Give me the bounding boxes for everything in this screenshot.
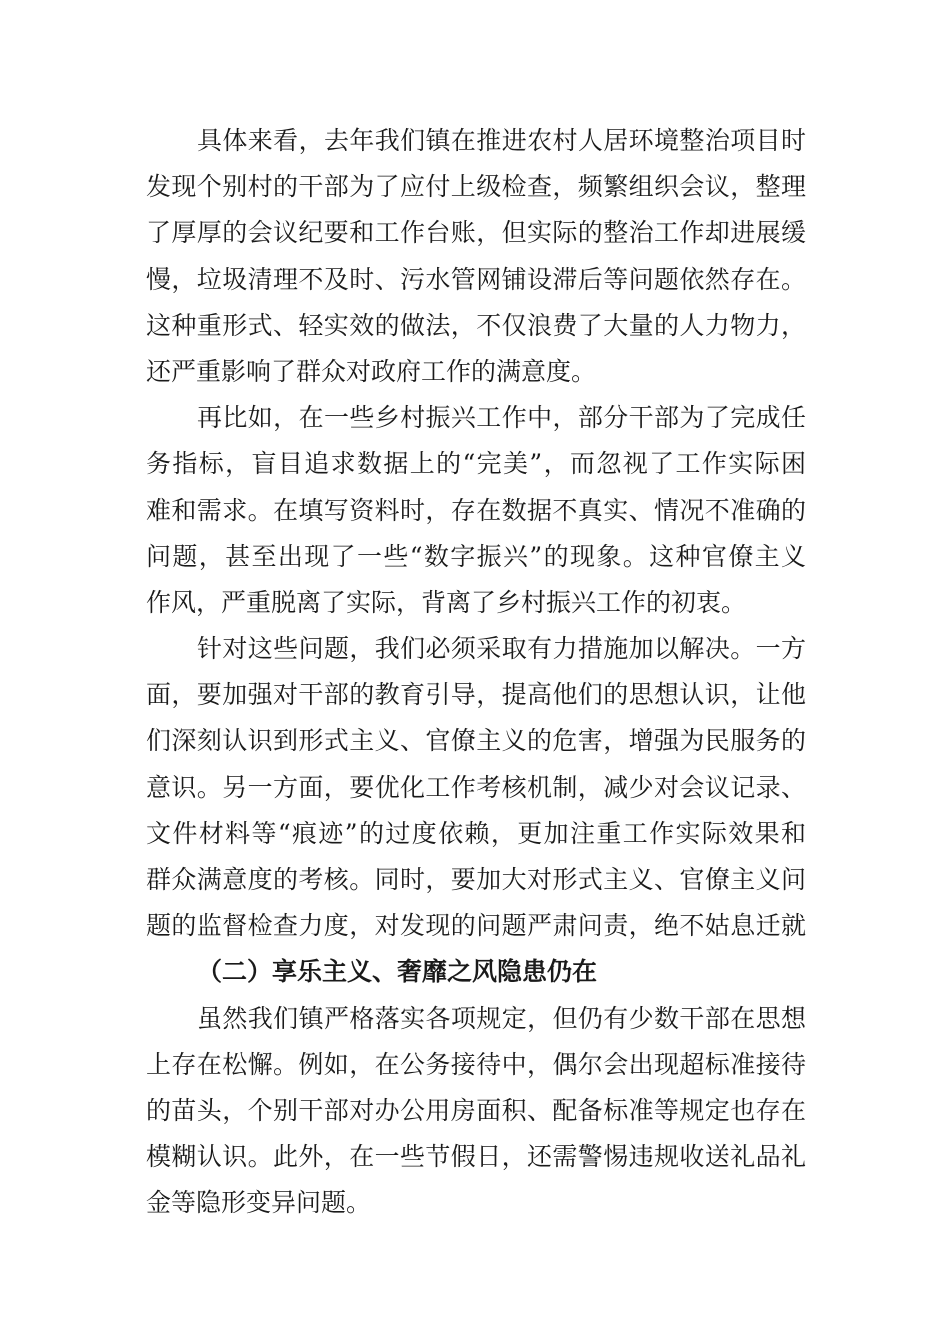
section-heading: （二）享乐主义、奢靡之风隐患仍在 xyxy=(197,957,598,987)
paragraph-line: 金等隐形变异问题。 xyxy=(146,1188,372,1218)
paragraph-line: 文件材料等“痕迹”的过度依赖，更加注重工作实际效果和 xyxy=(146,818,806,848)
paragraph-line: 们深刻认识到形式主义、官僚主义的危害，增强为民服务的 xyxy=(146,726,806,756)
paragraph-line: 群众满意度的考核。同时，要加大对形式主义、官僚主义问 xyxy=(146,865,806,894)
paragraph-line: 的苗头，个别干部对办公用房面积、配备标准等规定也存在 xyxy=(146,1095,806,1125)
paragraph-line: 模糊认识。此外，在一些节假日，还需警惕违规收送礼品礼 xyxy=(146,1142,806,1172)
paragraph-line: 具体来看，去年我们镇在推进农村人居环境整治项目时 xyxy=(197,126,806,155)
paragraph-line: 这种重形式、轻实效的做法，不仅浪费了大量的人力物力， xyxy=(146,310,806,340)
paragraph-line: 意识。另一方面，要优化工作考核机制，减少对会议记录、 xyxy=(146,772,806,802)
paragraph-line: 虽然我们镇严格落实各项规定，但仍有少数干部在思想 xyxy=(197,1003,806,1033)
paragraph-1 xyxy=(146,118,806,395)
paragraph-line: 了厚厚的会议纪要和工作台账，但实际的整治工作却进展缓 xyxy=(146,218,806,248)
paragraph-line: 发现个别村的干部为了应付上级检查，频繁组织会议，整理 xyxy=(146,172,806,202)
paragraph-line: 还严重影响了群众对政府工作的满意度。 xyxy=(146,356,597,386)
paragraph-line: 针对这些问题，我们必须采取有力措施加以解决。一方 xyxy=(197,634,806,664)
paragraph-line: 务指标，盲目追求数据上的“完美”，而忽视了工作实际困 xyxy=(146,449,806,479)
document-body xyxy=(146,118,806,1227)
paragraph-line: 作风，严重脱离了实际，背离了乡村振兴工作的初衷。 xyxy=(146,587,747,617)
paragraph-line: 面，要加强对干部的教育引导，提高他们的思想认识，让他 xyxy=(146,680,806,710)
paragraph-2 xyxy=(146,395,806,626)
paragraph-4 xyxy=(146,996,806,1227)
paragraph-line: 再比如，在一些乡村振兴工作中，部分干部为了完成任 xyxy=(197,403,806,433)
paragraph-line: 题的监督检查力度，对发现的问题严肃问责，绝不姑息迁就 xyxy=(146,911,806,941)
paragraph-line: 上存在松懈。例如，在公务接待中，偶尔会出现超标准接待 xyxy=(146,1049,806,1079)
paragraph-line: 慢，垃圾清理不及时、污水管网铺设滞后等问题依然存在。 xyxy=(146,264,806,294)
paragraph-line: 问题，甚至出现了一些“数字振兴”的现象。这种官僚主义 xyxy=(146,541,806,571)
paragraph-3 xyxy=(146,626,806,949)
paragraph-line: 难和需求。在填写资料时，存在数据不真实、情况不准确的 xyxy=(146,495,806,525)
